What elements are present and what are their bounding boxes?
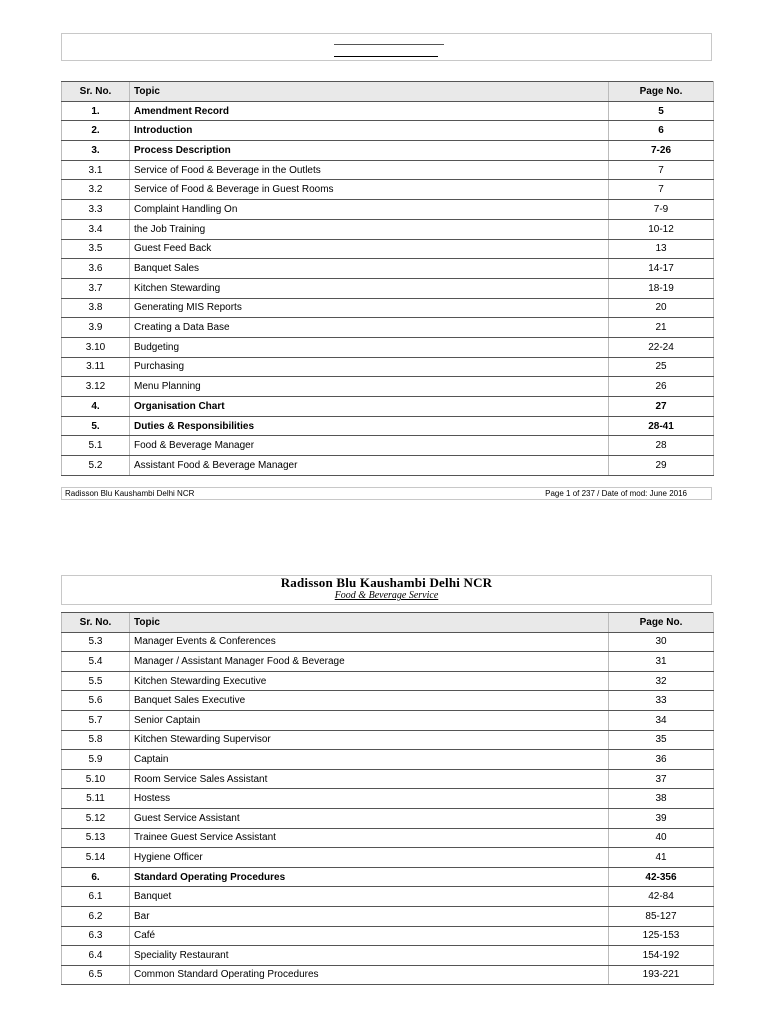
toc-sr-no: 5.12 bbox=[62, 808, 130, 828]
toc-topic: Café bbox=[130, 926, 609, 946]
toc-topic: Kitchen Stewarding Executive bbox=[130, 671, 609, 691]
toc-page-no: 34 bbox=[609, 710, 714, 730]
toc-row bbox=[62, 848, 714, 868]
toc-table-page1 bbox=[61, 81, 714, 476]
toc-topic: Manager / Assistant Manager Food & Beverage bbox=[130, 652, 609, 672]
toc-sr-no: 4. bbox=[62, 397, 130, 417]
toc-row bbox=[62, 318, 714, 338]
toc-header-row bbox=[62, 82, 714, 102]
toc-row bbox=[62, 710, 714, 730]
toc-topic: the Job Training bbox=[130, 219, 609, 239]
toc-sr-no: 3.3 bbox=[62, 200, 130, 220]
footer-hotel-name: Radisson Blu Kaushambi Delhi NCR bbox=[65, 489, 195, 498]
toc-topic: Captain bbox=[130, 750, 609, 770]
toc-page-no: 125-153 bbox=[609, 926, 714, 946]
toc-row bbox=[62, 906, 714, 926]
toc-row bbox=[62, 121, 714, 141]
toc-row bbox=[62, 456, 714, 476]
toc-sr-no: 3.11 bbox=[62, 357, 130, 377]
toc-topic: Senior Captain bbox=[130, 710, 609, 730]
toc-topic: Introduction bbox=[130, 121, 609, 141]
toc-sr-no: 5.3 bbox=[62, 632, 130, 652]
toc-sr-no: 5. bbox=[62, 416, 130, 436]
toc-row bbox=[62, 828, 714, 848]
toc-topic: Food & Beverage Manager bbox=[130, 436, 609, 456]
toc-topic: Purchasing bbox=[130, 357, 609, 377]
toc-sr-no: 3. bbox=[62, 141, 130, 161]
footer-page-info: Page 1 of 237 / Date of mod: June 2016 bbox=[545, 489, 687, 498]
toc-topic: Manager Events & Conferences bbox=[130, 632, 609, 652]
header-rule-bottom bbox=[334, 56, 438, 57]
toc-row bbox=[62, 750, 714, 770]
toc-page-no: 37 bbox=[609, 769, 714, 789]
toc-row bbox=[62, 357, 714, 377]
toc-page-no: 7-26 bbox=[609, 141, 714, 161]
toc-row bbox=[62, 397, 714, 417]
toc-page-no: 21 bbox=[609, 318, 714, 338]
toc-page-no: 36 bbox=[609, 750, 714, 770]
toc-sr-no: 1. bbox=[62, 101, 130, 121]
toc-sr-no: 6.3 bbox=[62, 926, 130, 946]
toc-page-no: 39 bbox=[609, 808, 714, 828]
toc-topic: Generating MIS Reports bbox=[130, 298, 609, 318]
toc-page-no: 154-192 bbox=[609, 946, 714, 966]
toc-row bbox=[62, 867, 714, 887]
toc-row bbox=[62, 180, 714, 200]
toc-sr-no: 3.12 bbox=[62, 377, 130, 397]
toc-topic: Guest Feed Back bbox=[130, 239, 609, 259]
toc-page-no: 32 bbox=[609, 671, 714, 691]
toc-sr-no: 5.11 bbox=[62, 789, 130, 809]
toc-page-no: 20 bbox=[609, 298, 714, 318]
toc-topic: Process Description bbox=[130, 141, 609, 161]
toc-page-no: 30 bbox=[609, 632, 714, 652]
toc-sr-no: 3.7 bbox=[62, 278, 130, 298]
toc-topic: Room Service Sales Assistant bbox=[130, 769, 609, 789]
toc-row bbox=[62, 259, 714, 279]
col-header-page-no: Page No. bbox=[609, 82, 714, 102]
toc-row bbox=[62, 219, 714, 239]
toc-body-page2 bbox=[62, 632, 714, 985]
toc-sr-no: 5.14 bbox=[62, 848, 130, 868]
toc-topic: Bar bbox=[130, 906, 609, 926]
toc-topic: Trainee Guest Service Assistant bbox=[130, 828, 609, 848]
toc-topic: Duties & Responsibilities bbox=[130, 416, 609, 436]
toc-topic: Kitchen Stewarding bbox=[130, 278, 609, 298]
col-header-sr-no: Sr. No. bbox=[62, 82, 130, 102]
document-title: Radisson Blu Kaushambi Delhi NCR bbox=[280, 575, 493, 590]
toc-page-no: 7-9 bbox=[609, 200, 714, 220]
col-header-page-no: Page No. bbox=[609, 613, 714, 633]
toc-row bbox=[62, 730, 714, 750]
toc-sr-no: 5.7 bbox=[62, 710, 130, 730]
page-footer bbox=[61, 487, 712, 500]
toc-page-no: 18-19 bbox=[609, 278, 714, 298]
toc-page-no: 29 bbox=[609, 456, 714, 476]
toc-row bbox=[62, 416, 714, 436]
toc-topic: Amendment Record bbox=[130, 101, 609, 121]
toc-page-no: 5 bbox=[609, 101, 714, 121]
toc-page-no: 27 bbox=[609, 397, 714, 417]
toc-topic: Menu Planning bbox=[130, 377, 609, 397]
toc-row bbox=[62, 632, 714, 652]
toc-sr-no: 5.9 bbox=[62, 750, 130, 770]
toc-sr-no: 5.4 bbox=[62, 652, 130, 672]
toc-row bbox=[62, 652, 714, 672]
header-rule-top bbox=[334, 44, 444, 45]
toc-topic: Organisation Chart bbox=[130, 397, 609, 417]
toc-topic: Speciality Restaurant bbox=[130, 946, 609, 966]
toc-sr-no: 5.6 bbox=[62, 691, 130, 711]
toc-row bbox=[62, 160, 714, 180]
toc-page-no: 14-17 bbox=[609, 259, 714, 279]
toc-page-no: 28-41 bbox=[609, 416, 714, 436]
toc-row bbox=[62, 239, 714, 259]
toc-topic: Creating a Data Base bbox=[130, 318, 609, 338]
toc-row bbox=[62, 298, 714, 318]
toc-row bbox=[62, 101, 714, 121]
toc-row bbox=[62, 200, 714, 220]
toc-body-page1 bbox=[62, 101, 714, 475]
toc-sr-no: 2. bbox=[62, 121, 130, 141]
toc-sr-no: 5.10 bbox=[62, 769, 130, 789]
toc-sr-no: 6.4 bbox=[62, 946, 130, 966]
toc-row bbox=[62, 769, 714, 789]
toc-sr-no: 5.8 bbox=[62, 730, 130, 750]
toc-page-no: 28 bbox=[609, 436, 714, 456]
toc-page-no: 6 bbox=[609, 121, 714, 141]
page1-header-box bbox=[61, 33, 712, 61]
toc-row bbox=[62, 965, 714, 985]
toc-page-no: 22-24 bbox=[609, 337, 714, 357]
toc-sr-no: 3.2 bbox=[62, 180, 130, 200]
toc-sr-no: 5.2 bbox=[62, 456, 130, 476]
toc-topic: Guest Service Assistant bbox=[130, 808, 609, 828]
toc-page-no: 7 bbox=[609, 180, 714, 200]
toc-table-page2 bbox=[61, 612, 714, 985]
toc-topic: Banquet Sales bbox=[130, 259, 609, 279]
toc-sr-no: 3.4 bbox=[62, 219, 130, 239]
toc-row bbox=[62, 789, 714, 809]
toc-page-no: 25 bbox=[609, 357, 714, 377]
toc-page-no: 33 bbox=[609, 691, 714, 711]
toc-row bbox=[62, 808, 714, 828]
toc-sr-no: 6.2 bbox=[62, 906, 130, 926]
toc-topic: Service of Food & Beverage in Guest Rooms bbox=[130, 180, 609, 200]
toc-page-no: 35 bbox=[609, 730, 714, 750]
toc-row bbox=[62, 377, 714, 397]
toc-row bbox=[62, 946, 714, 966]
toc-page-no: 85-127 bbox=[609, 906, 714, 926]
toc-row bbox=[62, 671, 714, 691]
toc-sr-no: 6. bbox=[62, 867, 130, 887]
toc-sr-no: 3.10 bbox=[62, 337, 130, 357]
col-header-sr-no: Sr. No. bbox=[62, 613, 130, 633]
toc-topic: Common Standard Operating Procedures bbox=[130, 965, 609, 985]
toc-topic: Standard Operating Procedures bbox=[130, 867, 609, 887]
toc-page-no: 38 bbox=[609, 789, 714, 809]
toc-page-no: 10-12 bbox=[609, 219, 714, 239]
toc-page-no: 13 bbox=[609, 239, 714, 259]
toc-topic: Banquet Sales Executive bbox=[130, 691, 609, 711]
toc-sr-no: 6.5 bbox=[62, 965, 130, 985]
toc-sr-no: 3.6 bbox=[62, 259, 130, 279]
toc-topic: Assistant Food & Beverage Manager bbox=[130, 456, 609, 476]
toc-row bbox=[62, 436, 714, 456]
toc-row bbox=[62, 278, 714, 298]
toc-sr-no: 6.1 bbox=[62, 887, 130, 907]
toc-sr-no: 3.8 bbox=[62, 298, 130, 318]
toc-topic: Hygiene Officer bbox=[130, 848, 609, 868]
toc-sr-no: 3.1 bbox=[62, 160, 130, 180]
col-header-topic: Topic bbox=[130, 613, 609, 633]
toc-page-no: 41 bbox=[609, 848, 714, 868]
toc-sr-no: 3.5 bbox=[62, 239, 130, 259]
toc-topic: Budgeting bbox=[130, 337, 609, 357]
toc-page-no: 42-356 bbox=[609, 867, 714, 887]
toc-topic: Complaint Handling On bbox=[130, 200, 609, 220]
toc-topic: Hostess bbox=[130, 789, 609, 809]
toc-sr-no: 3.9 bbox=[62, 318, 130, 338]
toc-sr-no: 5.5 bbox=[62, 671, 130, 691]
toc-header-row bbox=[62, 613, 714, 633]
toc-sr-no: 5.1 bbox=[62, 436, 130, 456]
toc-topic: Banquet bbox=[130, 887, 609, 907]
toc-page-no: 7 bbox=[609, 160, 714, 180]
toc-row bbox=[62, 926, 714, 946]
page2-header-box bbox=[61, 575, 712, 605]
toc-page-no: 42-84 bbox=[609, 887, 714, 907]
toc-row bbox=[62, 141, 714, 161]
toc-topic: Kitchen Stewarding Supervisor bbox=[130, 730, 609, 750]
toc-page-no: 40 bbox=[609, 828, 714, 848]
toc-sr-no: 5.13 bbox=[62, 828, 130, 848]
toc-topic: Service of Food & Beverage in the Outlets bbox=[130, 160, 609, 180]
toc-page-no: 193-221 bbox=[609, 965, 714, 985]
toc-row bbox=[62, 691, 714, 711]
toc-row bbox=[62, 887, 714, 907]
toc-page-no: 31 bbox=[609, 652, 714, 672]
col-header-topic: Topic bbox=[130, 82, 609, 102]
document-subtitle: Food & Beverage Service bbox=[334, 590, 439, 601]
toc-page-no: 26 bbox=[609, 377, 714, 397]
toc-row bbox=[62, 337, 714, 357]
